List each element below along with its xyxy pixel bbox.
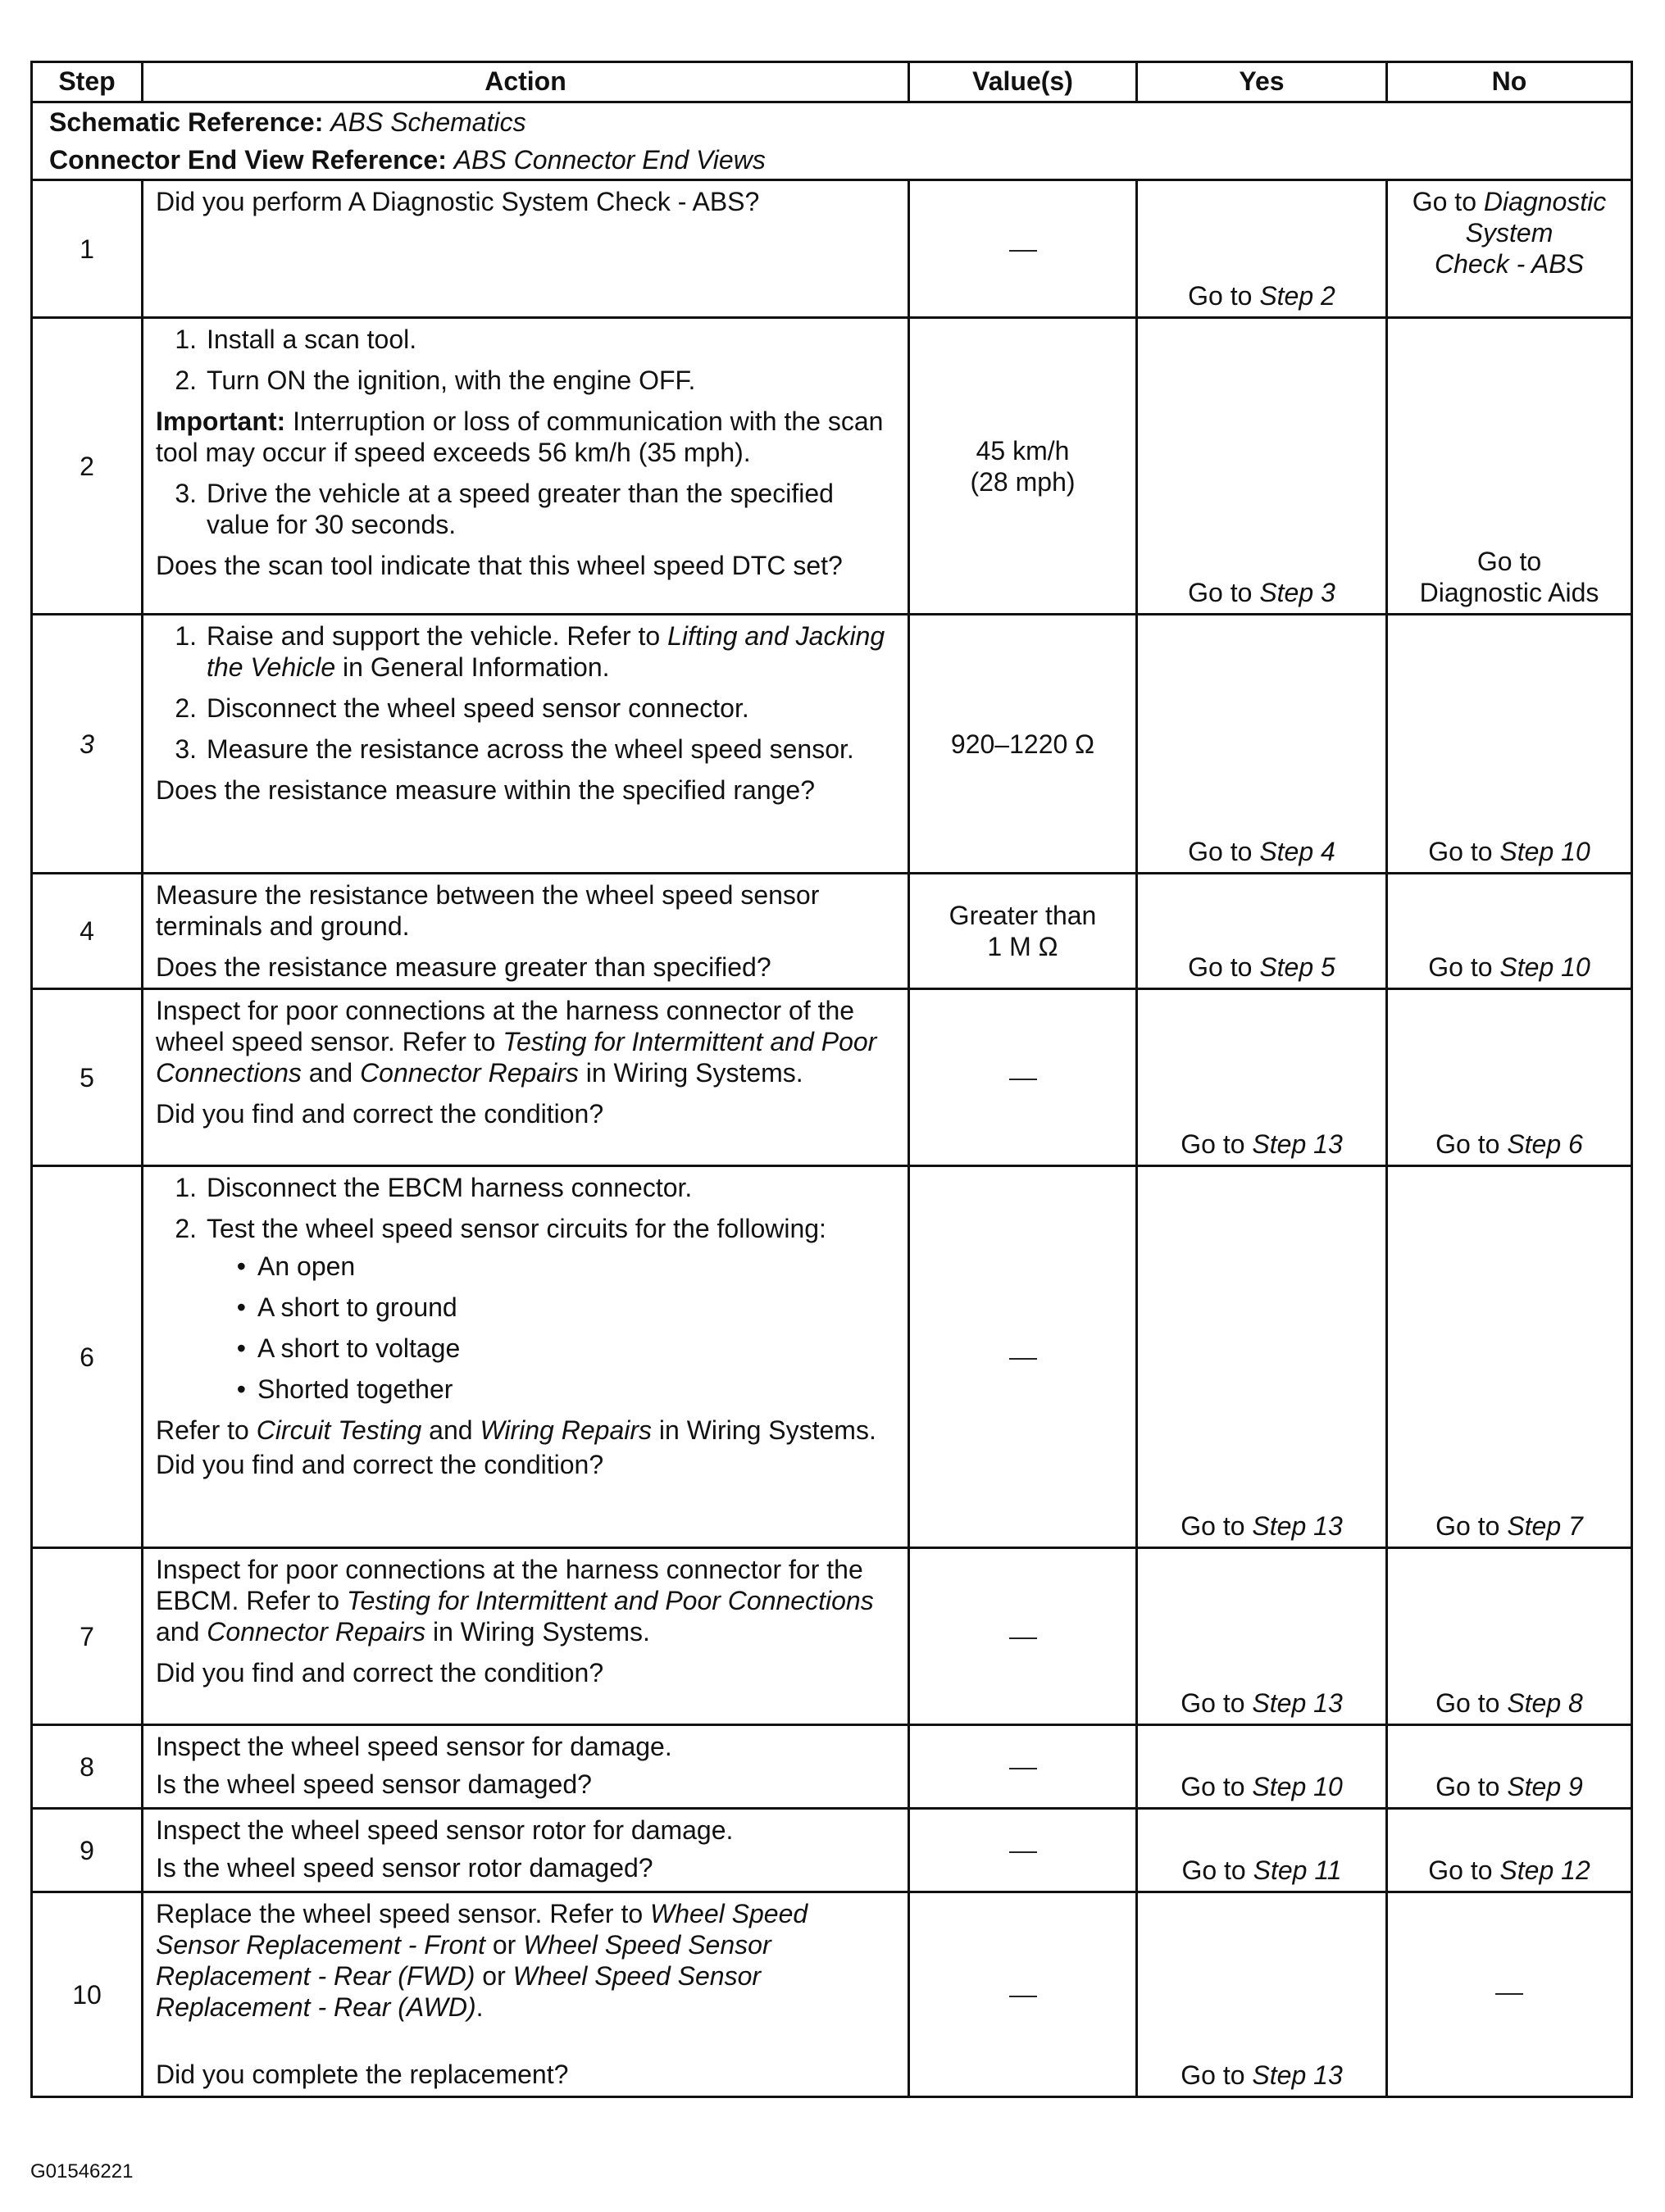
step-value: Greater than 1 M Ω: [909, 874, 1137, 989]
step-action: Replace the wheel speed sensor. Refer to Wheel Speed Sensor Replacement - Front or Wheel Speed Sensor Replacement - Rear (FWD) or Wheel Speed Sensor Replacement - Rear (AWD). Did you complete the replacement?: [143, 1892, 909, 2097]
step-value: [909, 1166, 1137, 1548]
step-value: [909, 1725, 1137, 1809]
intermittent-connections-link[interactable]: Testing for Intermittent and Poor Connections: [346, 1586, 874, 1615]
step-link[interactable]: Step 10: [1499, 952, 1590, 982]
step-question: Is the wheel speed sensor damaged?: [156, 1769, 592, 1799]
list-item: 2. Test the wheel speed sensor circuits for the following:: [175, 1214, 826, 1243]
step-link[interactable]: Step 13: [1252, 2060, 1343, 2090]
schematic-reference-label: Schematic Reference:: [49, 107, 324, 137]
step-yes[interactable]: Go to Step 13: [1137, 989, 1387, 1166]
dash-mark: [1009, 250, 1037, 252]
dash-mark: [1009, 1768, 1037, 1769]
step-row-7: [32, 1548, 1632, 1725]
step-row-10: [32, 1892, 1632, 2097]
step-number: 7: [32, 1548, 143, 1725]
step-no[interactable]: Go to Step 7: [1387, 1166, 1632, 1548]
step-question: Did you complete the replacement?: [156, 2060, 569, 2089]
header-row: [32, 62, 1632, 102]
step-value: [909, 180, 1137, 318]
list-item: 3. Measure the resistance across the wheel speed sensor.: [175, 734, 854, 764]
step-question: Does the resistance measure within the specified range?: [156, 775, 815, 805]
step-link[interactable]: Step 10: [1499, 837, 1590, 866]
header-values: Value(s): [909, 62, 1137, 102]
header-action: Action: [143, 62, 909, 102]
step-action: Inspect the wheel speed sensor rotor for damage. Is the wheel speed sensor rotor damaged?: [143, 1809, 909, 1892]
step-number: 3: [32, 615, 143, 874]
step-row-3: [32, 615, 1632, 874]
step-link[interactable]: Step 6: [1507, 1129, 1583, 1159]
step-action: Inspect for poor connections at the harness connector of the wheel speed sensor. Refer to Testing for Intermittent and Poor Connections and Connector Repairs in Wiring Systems. Did you find and correct the condition?: [143, 989, 909, 1166]
step-link[interactable]: Step 2: [1259, 281, 1335, 311]
dash-mark: [1009, 1637, 1037, 1639]
dash-mark: [1009, 1079, 1037, 1080]
step-link[interactable]: Step 4: [1259, 837, 1335, 866]
step-no[interactable]: Go to Step 9: [1387, 1725, 1632, 1809]
list-item: 1. Disconnect the EBCM harness connector.: [175, 1173, 693, 1202]
step-yes[interactable]: Go to Step 2: [1137, 180, 1387, 318]
connector-reference-label: Connector End View Reference:: [49, 145, 447, 175]
step-action: [143, 615, 909, 874]
step-row-4: [32, 874, 1632, 989]
step-no[interactable]: Go to Diagnostic Aids: [1387, 318, 1632, 615]
step-number: 9: [32, 1809, 143, 1892]
diagnostic-table: [30, 61, 1633, 2098]
step-no: [1387, 1892, 1632, 2097]
step-link[interactable]: Step 12: [1499, 1855, 1590, 1885]
step-question: Does the scan tool indicate that this wheel speed DTC set?: [156, 551, 843, 580]
step-no[interactable]: Go to Step 10: [1387, 874, 1632, 989]
step-number: 5: [32, 989, 143, 1166]
connector-reference-link[interactable]: ABS Connector End Views: [453, 145, 766, 175]
dash-mark: [1009, 1996, 1037, 1997]
step-action: [143, 318, 909, 615]
diagnostic-system-check-link[interactable]: Diagnostic: [1483, 187, 1607, 216]
step-yes[interactable]: Go to Step 4: [1137, 615, 1387, 874]
intermittent-connections-link[interactable]: Testing for Intermittent and Poor Connections: [156, 1027, 877, 1088]
step-link[interactable]: Step 3: [1259, 578, 1335, 607]
step-question: Did you find and correct the condition?: [156, 1450, 604, 1479]
step-no[interactable]: Go to Step 8: [1387, 1548, 1632, 1725]
step-action: Inspect the wheel speed sensor for damage. Is the wheel speed sensor damaged?: [143, 1725, 909, 1809]
header-no: No: [1387, 62, 1632, 102]
connector-repairs-link[interactable]: Connector Repairs: [360, 1058, 579, 1088]
step-action: [143, 180, 909, 318]
step-question: Did you find and correct the condition?: [156, 1658, 604, 1687]
step-number: 4: [32, 874, 143, 989]
step-link[interactable]: Step 9: [1507, 1772, 1583, 1801]
step-value: 45 km/h (28 mph): [909, 318, 1137, 615]
lifting-jacking-link[interactable]: Lifting and Jacking the Vehicle: [207, 621, 885, 682]
list-item: 2. Turn ON the ignition, with the engine OFF.: [175, 366, 696, 395]
step-no[interactable]: Go to Diagnostic System Check - ABS: [1387, 180, 1632, 318]
step-value: [909, 1548, 1137, 1725]
step-link[interactable]: Step 10: [1252, 1772, 1343, 1801]
step-value: [909, 989, 1137, 1166]
step-row-8: [32, 1725, 1632, 1809]
diagnostic-table-page: [30, 61, 1631, 2098]
list-item: 1. Install a scan tool.: [175, 325, 417, 354]
step-row-2: [32, 318, 1632, 615]
step-no[interactable]: Go to Step 10: [1387, 615, 1632, 874]
schematic-reference-row: [32, 102, 1632, 142]
step-question: Did you find and correct the condition?: [156, 1099, 604, 1129]
step-row-1: [32, 180, 1632, 318]
list-item: 3. Drive the vehicle at a speed greater than the specified value for 30 seconds.: [175, 479, 834, 539]
connector-reference-row: [32, 141, 1632, 180]
step-number: 2: [32, 318, 143, 615]
step-yes[interactable]: Go to Step 13: [1137, 1548, 1387, 1725]
list-item: 2. Disconnect the wheel speed sensor connector.: [175, 693, 749, 723]
rear-awd-sensor-replacement-link[interactable]: Wheel Speed Sensor Replacement - Rear (AWD): [156, 1961, 762, 2022]
step-yes[interactable]: Go to Step 11: [1137, 1809, 1387, 1892]
step-yes[interactable]: Go to Step 13: [1137, 1166, 1387, 1548]
step-action: 1. Disconnect the EBCM harness connector. 2. Test the wheel speed sensor circuits for the following: • An open • A short to ground • A short to voltage • Shorted together Refer to Circuit Testing and Wiring Repairs in Wiring Systems. Did you find and correct the condition?: [143, 1166, 909, 1548]
step-question: Is the wheel speed sensor rotor damaged?: [156, 1853, 653, 1883]
step-value: [909, 1809, 1137, 1892]
dash-mark: [1495, 1993, 1523, 1995]
bullet-item: • A short to voltage: [236, 1333, 461, 1363]
step-number: 1: [32, 180, 143, 318]
bullet-item: • An open: [236, 1251, 356, 1281]
step-action: Inspect for poor connections at the harness connector for the EBCM. Refer to Testing for Intermittent and Poor Connections and Connector Repairs in Wiring Systems. Did you find and correct the condition?: [143, 1548, 909, 1725]
step-number: 10: [32, 1892, 143, 2097]
step-no[interactable]: Go to Step 6: [1387, 989, 1632, 1166]
step-link[interactable]: Step 7: [1507, 1511, 1583, 1541]
dash-mark: [1009, 1358, 1037, 1360]
step-no[interactable]: Go to Step 12: [1387, 1809, 1632, 1892]
step-link[interactable]: Step 13: [1252, 1129, 1343, 1159]
step-yes[interactable]: Go to Step 3: [1137, 318, 1387, 615]
circuit-testing-link[interactable]: Circuit Testing: [256, 1415, 422, 1445]
step-yes[interactable]: Go to Step 5: [1137, 874, 1387, 989]
step-action: Measure the resistance between the wheel speed sensor terminals and ground. Does the resistance measure greater than specified?: [143, 874, 909, 989]
front-sensor-replacement-link[interactable]: Wheel Speed Sensor Replacement - Front: [156, 1899, 808, 1960]
wiring-repairs-link[interactable]: Wiring Repairs: [480, 1415, 652, 1445]
figure-id: G01546221: [30, 2160, 134, 2182]
dash-mark: [1009, 1851, 1037, 1853]
step-number: 6: [32, 1166, 143, 1548]
list-item: 1. Raise and support the vehicle. Refer to Lifting and Jacking the Vehicle in General Information.: [175, 621, 885, 682]
bullet-item: • Shorted together: [236, 1374, 453, 1404]
step-row-5: [32, 989, 1632, 1166]
diagnostic-aids-link[interactable]: Diagnostic Aids: [1419, 578, 1599, 607]
step-link[interactable]: Step 8: [1507, 1688, 1583, 1718]
header-yes: Yes: [1137, 62, 1387, 102]
step-row-9: [32, 1809, 1632, 1892]
rear-fwd-sensor-replacement-link[interactable]: Wheel Speed Sensor Replacement - Rear (FWD): [156, 1930, 771, 1991]
step-link[interactable]: Step 5: [1259, 952, 1335, 982]
step-link[interactable]: Step 13: [1252, 1511, 1343, 1541]
step-row-6: [32, 1166, 1632, 1548]
header-step: Step: [32, 62, 143, 102]
schematic-reference-link[interactable]: ABS Schematics: [330, 107, 526, 137]
step-question: Does the resistance measure greater than specified?: [156, 952, 771, 982]
important-note: Important: Interruption or loss of communication with the scan tool may occur if speed exceeds 56 km/h (35 mph).: [156, 407, 884, 467]
step-question: Did you perform A Diagnostic System Check - ABS?: [156, 187, 760, 216]
step-link[interactable]: Step 11: [1253, 1855, 1342, 1885]
step-number: 8: [32, 1725, 143, 1809]
step-yes[interactable]: Go to Step 10: [1137, 1725, 1387, 1809]
bullet-item: • A short to ground: [236, 1292, 457, 1322]
connector-repairs-link[interactable]: Connector Repairs: [207, 1617, 426, 1647]
step-value: [909, 1892, 1137, 2097]
step-yes[interactable]: Go to Step 13: [1137, 1892, 1387, 2097]
step-link[interactable]: Step 13: [1252, 1688, 1343, 1718]
step-value: 920–1220 Ω: [909, 615, 1137, 874]
